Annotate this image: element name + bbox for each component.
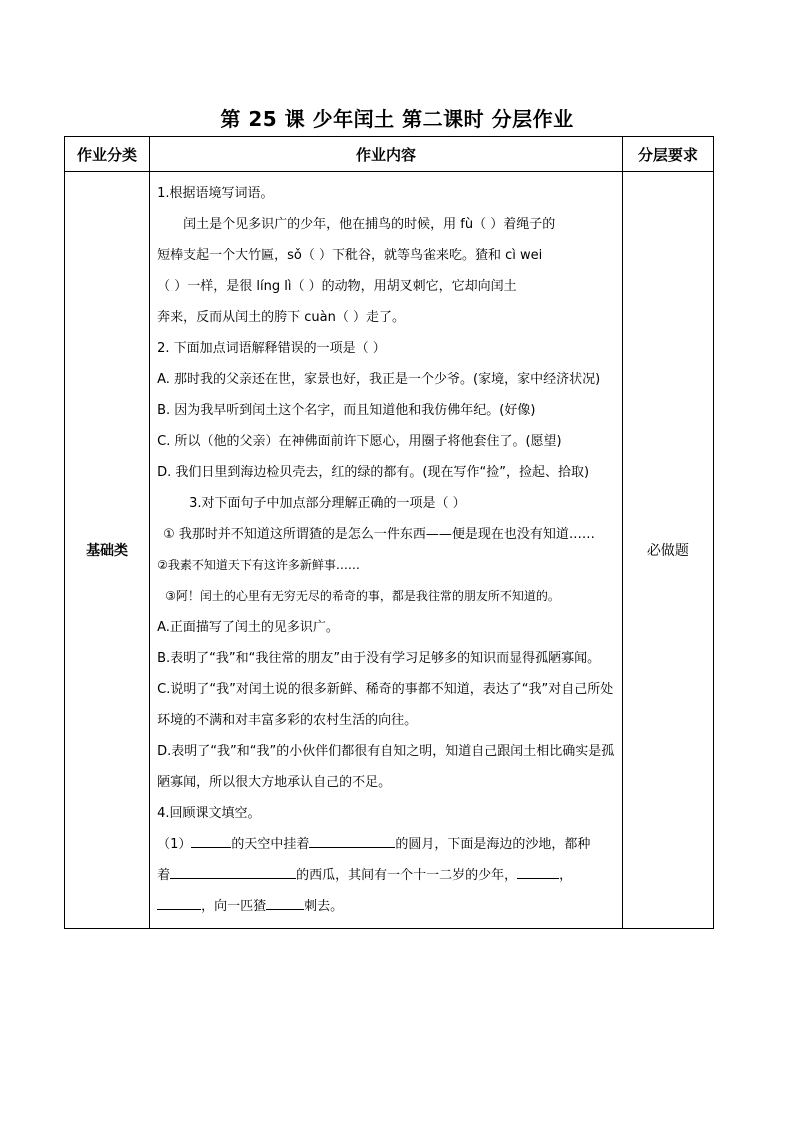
q2-option-b: B. 因为我早听到闰土这个名字，而且知道他和我仿佛年纪。(好像) xyxy=(157,403,536,418)
q4-text: 着 xyxy=(157,868,171,883)
header-content: 作业内容 xyxy=(150,137,623,172)
q3-option-a: A.正面描写了闰土的见多识广。 xyxy=(157,620,339,635)
q3-option-d: D.表明了“我”和“我”的小伙伴们都很有自知之明，知道自己跟闰土相比确实是孤陋寡闻，所以很大方地承认自己的不足。 xyxy=(157,744,615,790)
header-requirement: 分层要求 xyxy=(622,137,713,172)
fill-blank[interactable] xyxy=(170,860,296,879)
q4-text: 的圆月，下面是海边的沙地，都种 xyxy=(395,837,591,852)
header-row xyxy=(65,137,714,172)
q3-sentence-3: ③阿！闰土的心里有无穷无尽的希奇的事，都是我往常的朋友所不知道的。 xyxy=(165,589,560,603)
header-category: 作业分类 xyxy=(65,137,150,172)
q2-option-d: D. 我们日里到海边检贝壳去，红的绿的都有。(现在写作“捡”，捡起、拾取) xyxy=(157,465,590,480)
q4-fill-line xyxy=(157,860,616,891)
q2-title: 2. 下面加点词语解释错误的一项是（ ） xyxy=(157,341,386,356)
q4-text: 的西瓜，其间有一个十一二岁的少年， xyxy=(296,868,518,883)
q4-text: 的天空中挂着 xyxy=(231,837,310,852)
q2-option-a: A. 那时我的父亲还在世，家景也好，我正是一个少爷。(家境，家中经济状况) xyxy=(157,372,601,387)
q1-line: 短棒支起一个大竹匾，sǒ（ ）下秕谷，就等鸟雀来吃。猹和 cì wei xyxy=(157,248,543,263)
fill-blank[interactable] xyxy=(157,891,201,910)
q4-title: 4.回顾课文填空。 xyxy=(157,806,261,821)
q1-line: 闰土是个见多识广的少年，他在捕鸟的时候，用 fù（ ）着绳子的 xyxy=(183,217,556,232)
fill-blank[interactable] xyxy=(517,860,559,879)
q2-option-c: C. 所以（他的父亲）在神佛面前许下愿心，用圈子将他套住了。(愿望) xyxy=(157,434,562,449)
q3-sentence-2: ②我素不知道天下有这许多新鲜事…… xyxy=(157,558,360,572)
q1-line: （ ）一样，是很 líng lì（ ）的动物，用胡叉刺它，它却向闰土 xyxy=(157,279,517,294)
content-cell xyxy=(150,172,623,929)
q1-line: 奔来，反而从闰土的胯下 cuàn（ ）走了。 xyxy=(157,310,405,325)
q4-text: 刺去。 xyxy=(304,899,344,914)
homework-table xyxy=(64,136,714,929)
q4-fill-line xyxy=(157,829,616,860)
q4-text: ， xyxy=(559,868,573,883)
q4-text: （1） xyxy=(157,837,192,852)
q3-option-c: C.说明了“我”对闰土说的很多新鲜、稀奇的事都不知道，表达了“我”对自己所处环境的不满和对丰富多彩的农村生活的向往。 xyxy=(157,682,614,728)
q3-title: 3.对下面句子中加点部分理解正确的一项是（ ） xyxy=(189,496,466,511)
table-row xyxy=(65,172,714,929)
page-title: 第 25 课 少年闰土 第二课时 分层作业 xyxy=(220,107,574,131)
fill-blank[interactable] xyxy=(191,829,231,848)
category-cell: 基础类 xyxy=(65,172,150,929)
q3-option-b: B.表明了“我”和“我往常的朋友”由于没有学习足够多的知识而显得孤陋寡闻。 xyxy=(157,651,601,666)
q3-sentence-1: ① 我那时并不知道这所谓猹的是怎么一件东西——便是现在也没有知道…… xyxy=(163,527,595,542)
requirement-cell: 必做题 xyxy=(622,172,713,929)
fill-blank[interactable] xyxy=(309,829,395,848)
fill-blank[interactable] xyxy=(266,891,304,910)
q1-title: 1.根据语境写词语。 xyxy=(157,186,274,201)
q4-fill-line xyxy=(157,891,616,922)
q4-text: ，向一匹猹 xyxy=(201,899,267,914)
